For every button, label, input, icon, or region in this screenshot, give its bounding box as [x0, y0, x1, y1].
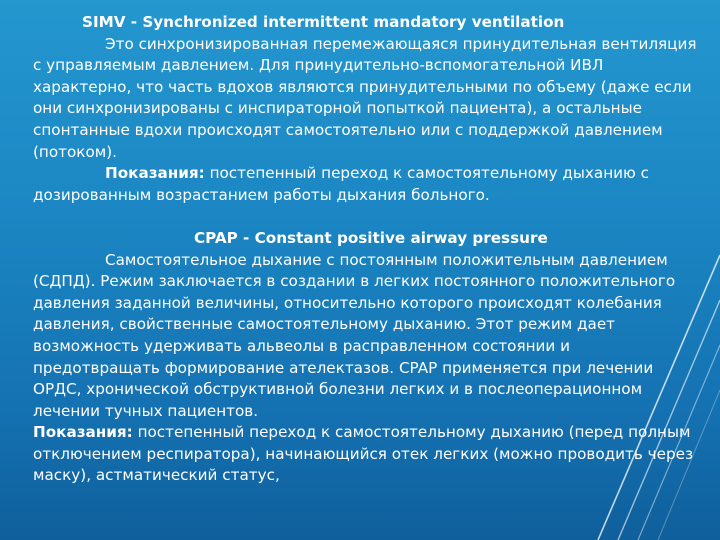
cpap-indications [33, 422, 701, 487]
simv-indications [33, 163, 701, 206]
cpap-title: CPAP - Constant positive airway pressure [194, 228, 548, 247]
simv-paragraph: Это синхронизированная перемежающаяся принудительная вентиляция с управляемым давлением. Для принудительно-вспомогательной ИВЛ характерно, что часть вдохов являются принудительными по объему (даже если они синхронизированы с инспираторной попыткой пациента), а остальные спонтанные вдохи происходят самостоятельно или с поддержкой давлением (потоком). [33, 34, 697, 161]
cpap-indications-label: Показания: [33, 423, 133, 442]
slide-content [33, 12, 701, 487]
section-gap [33, 206, 701, 228]
cpap-paragraph: Самостоятельное дыхание с постоянным положительным давлением (СДПД). Режим заключается в создании в легких постоянного положительного давления заданной величины, относительно которого происходят колебания давления, свойственные самостоятельному дыханию. Этот режим дает возможность удерживать альвеолы в расправленном состоянии и предотвращать формирование ателектазов. CPAP применяется при лечении ОРДС, хронической обструктивной болезни легких и в послеоперационном лечении тучных пациентов. [33, 250, 676, 420]
simv-title: SIMV - Synchronized intermittent mandatory ventilation [82, 13, 565, 31]
simv-indications-label: Показания: [105, 164, 205, 183]
cpap-indications-text: постепенный переход к самостоятельному дыханию (перед полным отключением респиратора), начинающийся отек легких (можно проводить через маску), астматический статус, [33, 423, 694, 485]
simv-indications-text: постепенный переход к самостоятельному дыханию с дозированным возрастанием работы дыхания больного. [33, 164, 649, 204]
